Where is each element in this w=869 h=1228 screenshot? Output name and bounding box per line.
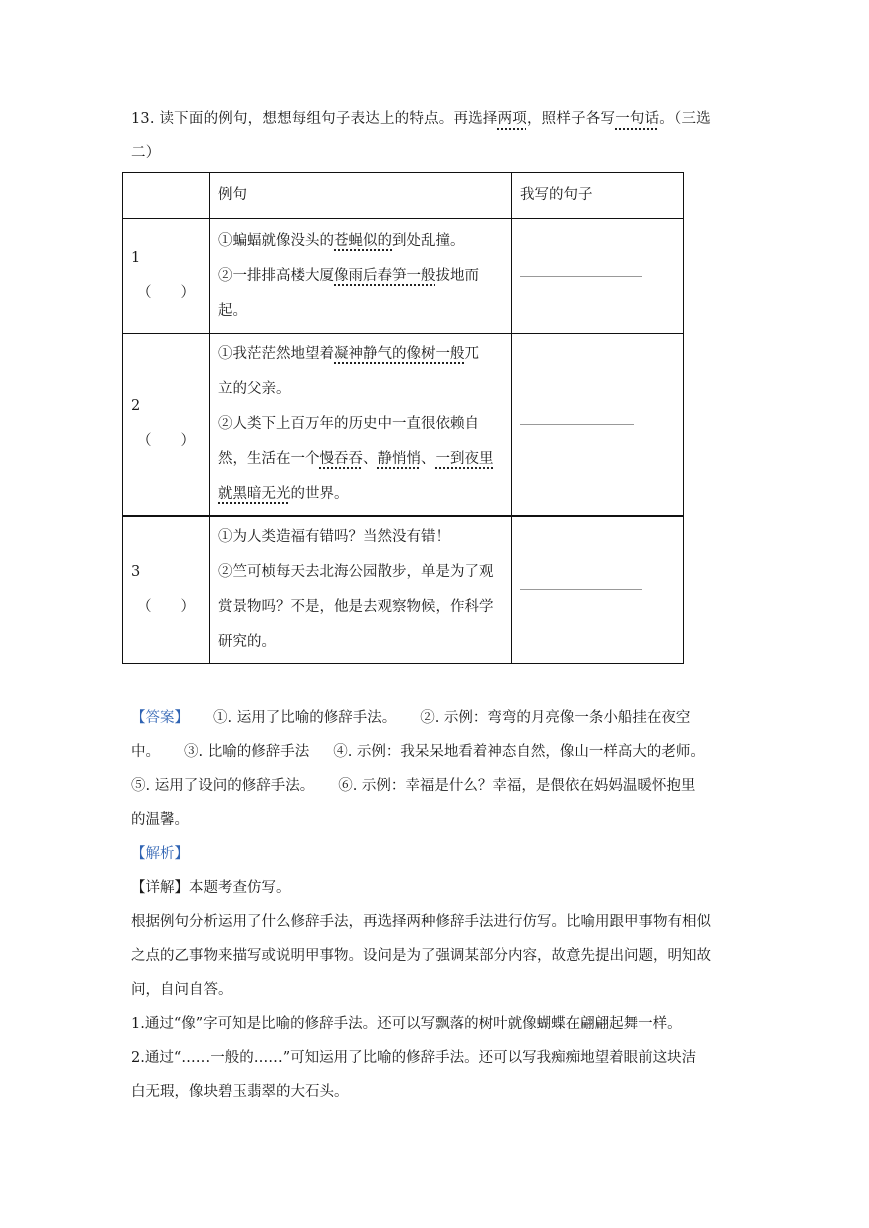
example-text: 研究的。 [218, 633, 276, 650]
emphasis-text: 就黑暗无光 [218, 485, 291, 502]
example-cell [210, 334, 512, 516]
analysis-tag: 【解析】 [131, 846, 189, 862]
emphasis-text: 苍蝇似的 [334, 232, 392, 249]
emphasis-one-sentence: 一句话 [615, 111, 660, 127]
answer-blank-line[interactable] [520, 276, 642, 277]
example-text: 、 [421, 450, 436, 467]
header-my-sentence: 我写的句子 [512, 173, 684, 219]
emphasis-text: 像雨后春笋一般 [334, 267, 436, 284]
answer-blank-line[interactable] [520, 589, 642, 590]
answer-line [131, 803, 741, 837]
answer-item: ②. 示例：弯弯的月亮像一条小船挂在夜空 [420, 710, 691, 726]
emphasis-text: 静悄悄 [377, 450, 421, 467]
answer-tag: 【答案】 [131, 710, 189, 726]
analysis-paragraph: 1.通过“像”字可知是比喻的修辞手法。还可以写飘落的树叶就像蝴蝶在翩翩起舞一样。 [131, 1016, 682, 1032]
answer-line [131, 735, 741, 769]
analysis-paragraph: 之点的乙事物来描写或说明甲事物。设问是为了强调某部分内容，故意先提出问题，明知故 [131, 948, 711, 964]
row-number-cell [123, 334, 210, 516]
answer-section [131, 701, 741, 1109]
example-text: 兀 [464, 345, 479, 362]
example-text: ①蝙蝠就像没头的 [218, 232, 334, 249]
question-text-4: 二） [131, 145, 161, 161]
table-row [123, 516, 684, 664]
example-text: 赏景物吗？不是，他是去观察物候，作科学 [218, 598, 494, 615]
answer-item: ①. 运用了比喻的修辞手法。 [213, 710, 397, 726]
question-text-2: ，照样子各写 [526, 111, 616, 127]
answer-parentheses[interactable]: （ ） [137, 285, 195, 301]
emphasis-text: 凝神静气的像树一般 [334, 345, 465, 362]
example-text: 起。 [218, 302, 247, 319]
example-text: ②竺可桢每天去北海公园散步，单是为了观 [218, 563, 494, 580]
header-example: 例句 [210, 173, 512, 219]
example-cell [210, 219, 512, 334]
row-number: 1 [131, 250, 141, 266]
answer-blank-line[interactable] [520, 424, 634, 425]
emphasis-text: 慢吞吞 [319, 450, 363, 467]
my-sentence-cell[interactable] [512, 516, 684, 664]
analysis-paragraph: 白无瑕，像块碧玉翡翠的大石头。 [131, 1084, 349, 1100]
example-cell [210, 516, 512, 664]
analysis-paragraph: 根据例句分析运用了什么修辞手法，再选择两种修辞手法进行仿写。比喻用跟甲事物有相似 [131, 914, 711, 930]
example-text: 的世界。 [290, 485, 349, 502]
answer-item: ④. 示例：我呆呆地看着神态自然，像山一样高大的老师。 [333, 744, 705, 760]
analysis-tag-line [131, 837, 741, 871]
table-row [123, 219, 684, 334]
row-number: 3 [131, 563, 141, 580]
answer-item: 的温馨。 [131, 812, 189, 828]
answer-parentheses[interactable]: （ ） [137, 598, 195, 615]
answer-item: 中。 [131, 744, 160, 760]
analysis-paragraph: 问，自问自答。 [131, 982, 233, 998]
my-sentence-cell[interactable] [512, 334, 684, 516]
example-text: ①我茫茫然地望着 [218, 345, 334, 362]
question-text: 13. 读下面的例句，想想每组句子表达上的特点。再选择 [131, 111, 498, 127]
my-sentence-cell[interactable] [512, 219, 684, 334]
example-text: ①为人类造福有错吗？当然没有错！ [218, 528, 450, 545]
table-row [123, 334, 684, 516]
table-header-row [123, 173, 684, 219]
example-table [122, 172, 684, 664]
answer-item: ③. 比喻的修辞手法 [184, 744, 310, 760]
row-number: 2 [131, 398, 141, 415]
answer-parentheses[interactable]: （ ） [137, 433, 195, 450]
analysis-paragraph: 2.通过“……一般的……”可知运用了比喻的修辞手法。还可以写我痴痴地望着眼前这块洁 [131, 1050, 697, 1066]
example-text: 然，生活在一个 [218, 450, 320, 467]
answer-item: ⑥. 示例：幸福是什么？幸福，是偎依在妈妈温暖怀抱里 [338, 778, 696, 794]
example-text: 拔地而 [435, 267, 479, 284]
question-text-3: 。（三选 [659, 111, 711, 127]
example-text: ②人类下上百万年的历史中一直很依赖自 [218, 415, 479, 432]
row-number-cell [123, 219, 210, 334]
answer-line [131, 701, 741, 735]
example-text: ②一排排高楼大厦 [218, 267, 334, 284]
emphasis-two-items: 两项 [497, 111, 527, 127]
question-header [131, 102, 741, 170]
analysis-detail: 【详解】本题考查仿写。 [131, 880, 291, 896]
example-text: 立的父亲。 [218, 380, 291, 397]
answer-line [131, 769, 741, 803]
question-title [131, 102, 741, 170]
example-text: 、 [363, 450, 378, 467]
emphasis-text: 一到夜里 [435, 450, 494, 467]
answer-item: ⑤. 运用了设问的修辞手法。 [131, 778, 315, 794]
row-number-cell [123, 516, 210, 664]
header-empty-cell [123, 173, 210, 219]
example-text: 到处乱撞。 [392, 232, 465, 249]
